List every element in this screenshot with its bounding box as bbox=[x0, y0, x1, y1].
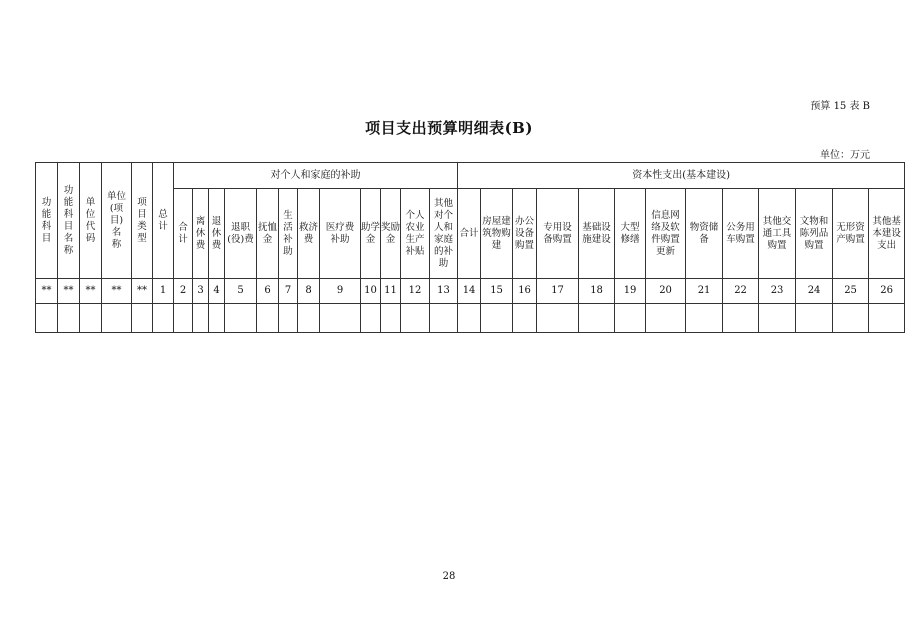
column-number: 6 bbox=[257, 279, 279, 304]
number-row bbox=[36, 279, 905, 304]
data-cell bbox=[381, 304, 401, 333]
column-header: 退 休 费 bbox=[209, 189, 225, 279]
data-cell bbox=[579, 304, 615, 333]
column-number: 17 bbox=[537, 279, 579, 304]
data-cell bbox=[132, 304, 153, 333]
column-header: 信息网 络及软 件购置 更新 bbox=[646, 189, 686, 279]
column-header: 合计 bbox=[174, 189, 193, 279]
column-number: 2 bbox=[174, 279, 193, 304]
data-cell bbox=[401, 304, 430, 333]
column-number: 5 bbox=[225, 279, 257, 304]
column-header: 离 休 费 bbox=[193, 189, 209, 279]
column-number: 22 bbox=[723, 279, 759, 304]
column-number: 18 bbox=[579, 279, 615, 304]
column-number: 21 bbox=[686, 279, 723, 304]
form-code: 预算 15 表 B bbox=[810, 101, 870, 112]
header-project-type: 项 目 类 型 bbox=[132, 163, 153, 279]
column-number: ** bbox=[102, 279, 132, 304]
data-cell bbox=[646, 304, 686, 333]
data-cell bbox=[174, 304, 193, 333]
data-cell bbox=[279, 304, 298, 333]
column-number: 23 bbox=[759, 279, 796, 304]
data-cell bbox=[833, 304, 869, 333]
column-number: 7 bbox=[279, 279, 298, 304]
column-number: 4 bbox=[209, 279, 225, 304]
blank-row bbox=[36, 304, 905, 333]
data-cell bbox=[723, 304, 759, 333]
column-header: 医疗费 补助 bbox=[320, 189, 361, 279]
data-cell bbox=[513, 304, 537, 333]
data-cell bbox=[209, 304, 225, 333]
column-number: 24 bbox=[796, 279, 833, 304]
column-number: 26 bbox=[869, 279, 905, 304]
column-number: 13 bbox=[430, 279, 458, 304]
data-cell bbox=[225, 304, 257, 333]
column-number: 19 bbox=[615, 279, 646, 304]
data-cell bbox=[615, 304, 646, 333]
header-unit-code: 单 位 代 码 bbox=[80, 163, 102, 279]
column-number: 9 bbox=[320, 279, 361, 304]
data-cell bbox=[458, 304, 481, 333]
column-number: ** bbox=[80, 279, 102, 304]
column-header: 退职 (役)费 bbox=[225, 189, 257, 279]
column-number: 25 bbox=[833, 279, 869, 304]
column-number: 1 bbox=[153, 279, 174, 304]
column-number: 10 bbox=[361, 279, 381, 304]
column-header: 奖励 金 bbox=[381, 189, 401, 279]
column-number: 12 bbox=[401, 279, 430, 304]
column-number: 11 bbox=[381, 279, 401, 304]
column-header: 专用设 备购置 bbox=[537, 189, 579, 279]
data-cell bbox=[257, 304, 279, 333]
column-header: 其他 对个 人和 家庭 的补 助 bbox=[430, 189, 458, 279]
data-cell bbox=[686, 304, 723, 333]
column-number: ** bbox=[36, 279, 58, 304]
column-number: 8 bbox=[298, 279, 320, 304]
data-cell bbox=[298, 304, 320, 333]
page-title: 项目支出预算明细表(B) bbox=[365, 119, 533, 137]
column-header: 房屋建 筑物购 建 bbox=[481, 189, 513, 279]
column-number: ** bbox=[132, 279, 153, 304]
data-cell bbox=[361, 304, 381, 333]
data-cell bbox=[36, 304, 58, 333]
budget-table bbox=[35, 162, 905, 333]
header-function-name: 功 能 科 目 名 称 bbox=[58, 163, 80, 279]
column-header: 无形资 产购置 bbox=[833, 189, 869, 279]
column-header: 文物和 陈列品 购置 bbox=[796, 189, 833, 279]
column-header: 其他基 本建设 支出 bbox=[869, 189, 905, 279]
column-header: 合计 bbox=[458, 189, 481, 279]
column-header: 生 活 补 助 bbox=[279, 189, 298, 279]
group-capital-expenditure: 资本性支出(基本建设) bbox=[458, 163, 905, 189]
data-cell bbox=[193, 304, 209, 333]
column-header: 助学 金 bbox=[361, 189, 381, 279]
column-header: 大型 修缮 bbox=[615, 189, 646, 279]
data-cell bbox=[796, 304, 833, 333]
column-number: ** bbox=[58, 279, 80, 304]
column-header: 其他交 通工具 购置 bbox=[759, 189, 796, 279]
column-number: 14 bbox=[458, 279, 481, 304]
data-cell bbox=[320, 304, 361, 333]
header-total: 总 计 bbox=[153, 163, 174, 279]
data-cell bbox=[153, 304, 174, 333]
page-number: 28 bbox=[442, 571, 456, 582]
column-number: 15 bbox=[481, 279, 513, 304]
column-number: 16 bbox=[513, 279, 537, 304]
data-cell bbox=[430, 304, 458, 333]
data-cell bbox=[80, 304, 102, 333]
column-header: 个人 农业 生产 补贴 bbox=[401, 189, 430, 279]
header-unit-name: 单位 (项 目) 名 称 bbox=[102, 163, 132, 279]
column-header: 物资储 备 bbox=[686, 189, 723, 279]
data-cell bbox=[869, 304, 905, 333]
data-cell bbox=[537, 304, 579, 333]
column-header: 救济 费 bbox=[298, 189, 320, 279]
column-number: 20 bbox=[646, 279, 686, 304]
column-header: 办公 设备 购置 bbox=[513, 189, 537, 279]
column-header: 抚恤 金 bbox=[257, 189, 279, 279]
data-cell bbox=[58, 304, 80, 333]
data-cell bbox=[481, 304, 513, 333]
header-function-code: 功 能 科 目 bbox=[36, 163, 58, 279]
data-cell bbox=[102, 304, 132, 333]
column-header: 基础设 施建设 bbox=[579, 189, 615, 279]
data-cell bbox=[759, 304, 796, 333]
column-header: 公务用 车购置 bbox=[723, 189, 759, 279]
unit-label: 单位：万元 bbox=[820, 150, 870, 161]
group-personal-subsidy: 对个人和家庭的补助 bbox=[174, 163, 458, 189]
column-number: 3 bbox=[193, 279, 209, 304]
